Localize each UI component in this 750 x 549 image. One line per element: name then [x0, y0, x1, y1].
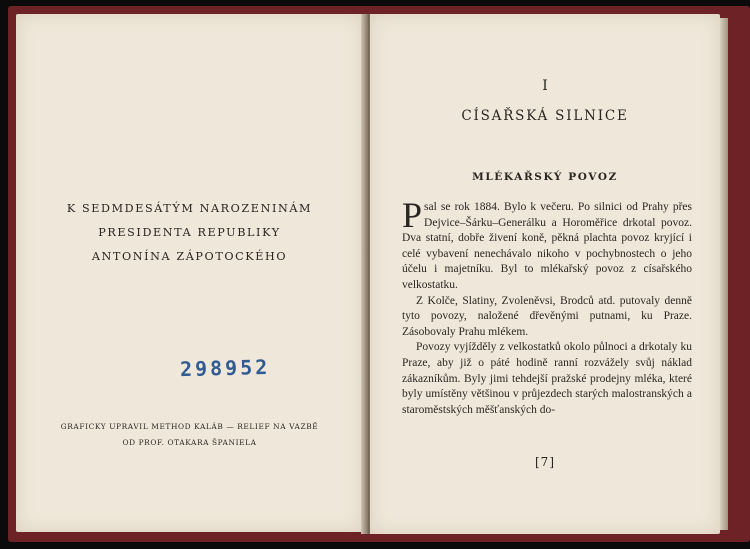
dedication-line: K SEDMDESÁTÝM NAROZENINÁM — [66, 202, 313, 215]
paragraph — [402, 195, 692, 294]
dedication-line: ANTONÍNA ZÁPOTOCKÉHO — [91, 250, 288, 263]
page-edges — [720, 18, 728, 530]
credits — [16, 419, 363, 451]
dedication-line: PRESIDENTA REPUBLIKY — [98, 226, 281, 239]
chapter-number: I — [542, 78, 548, 94]
page-number: [7] — [535, 455, 555, 469]
dedication — [16, 197, 363, 269]
paragraph: Povozy vyjížděly z velkostatků okolo půlnoci a drkotaly ku Praze, aby již o páté hodině ranní rozvážely svůj náklad zákazníkům. Byly jimi tehdejší pražské prodejny mléka, které byly umístěny většinou v průjezdech starých malostranských a staroměstských měšťanských do- — [402, 341, 692, 416]
drop-cap: P — [402, 195, 423, 235]
paragraph: Z Kolče, Slatiny, Zvoleněvsi, Brodců atd. putovaly denně tyto povozy, naložené dřevěnými putnami, ku Praze. Zásobovaly Prahu mlékem. — [402, 294, 692, 338]
left-page — [16, 14, 363, 532]
credits-line: OD PROF. OTAKARA ŠPANIELA — [122, 438, 257, 447]
section-title: MLÉKAŘSKÝ POVOZ — [472, 171, 618, 183]
right-page — [370, 14, 720, 534]
credits-line: GRAFICKY UPRAVIL METHOD KALÁB — RELIEF NA VAZBĚ — [60, 422, 319, 431]
body-text — [402, 195, 692, 418]
paragraph-text: sal se rok 1884. Bylo k večeru. Po silnici od Prahy přes Dejvice–Šárku–Generálku a Horoměřice drkotal povoz. Dva statní, dobře živení koně, pěkná plachta povoz kryjící i celé vybavení nenechávalo nikoho v pochybnostech o jeho účelu i majetníku. Byl to mlékařský povoz z císařského velkostatku. — [402, 201, 692, 291]
chapter-title: CÍSAŘSKÁ SILNICE — [461, 108, 629, 124]
library-stamp: 298952 — [179, 354, 271, 382]
